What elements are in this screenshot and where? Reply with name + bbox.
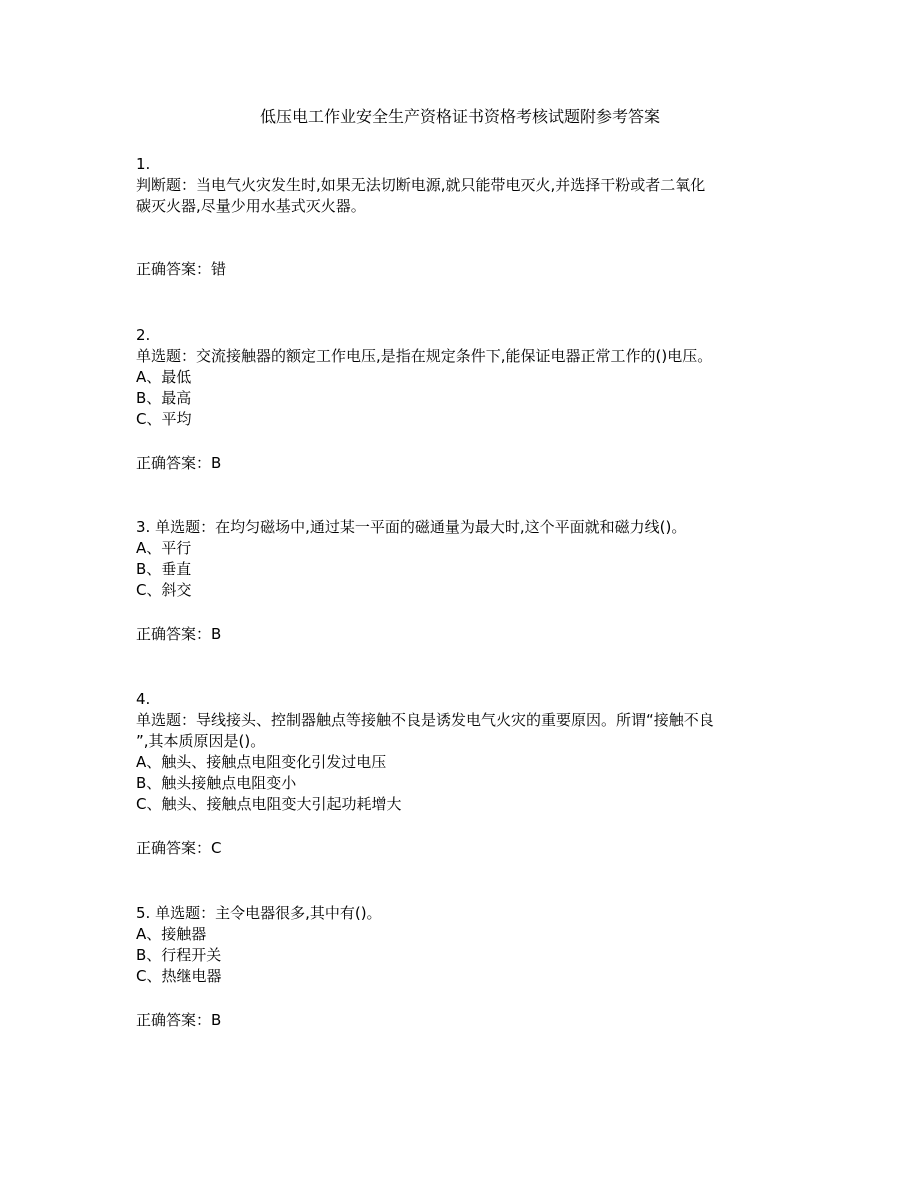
- question-4-text-line-2: ”,其本质原因是()。: [136, 732, 266, 750]
- question-5-answer: 正确答案：B: [136, 1011, 222, 1029]
- question-4-number: 4.: [136, 690, 151, 708]
- question-2-option-b: B、最高: [136, 389, 192, 407]
- question-5-option-b: B、行程开关: [136, 946, 222, 964]
- question-4-text-line-1: 单选题：导线接头、控制器触点等接触不良是诱发电气火灾的重要原因。所谓“接触不良: [136, 711, 714, 729]
- question-3-option-b: B、垂直: [136, 560, 192, 578]
- question-5-option-a: A、接触器: [136, 925, 207, 943]
- question-2-option-c: C、平均: [136, 410, 192, 428]
- question-5-option-c: C、热继电器: [136, 967, 222, 985]
- question-3-option-c: C、斜交: [136, 581, 192, 599]
- question-4-answer: 正确答案：C: [136, 839, 222, 857]
- question-4-option-c: C、触头、接触点电阻变大引起功耗增大: [136, 795, 402, 813]
- question-4-option-b: B、触头接触点电阻变小: [136, 774, 297, 792]
- question-1-answer: 正确答案：错: [136, 260, 227, 278]
- question-4-option-a: A、触头、接触点电阻变化引发过电压: [136, 753, 387, 771]
- document-title: 低压电工作业安全生产资格证书资格考核试题附参考答案: [259, 107, 660, 126]
- question-1-text-line-2: 碳灭火器,尽量少用水基式灭火器。: [136, 197, 366, 215]
- question-2-number: 2.: [136, 326, 151, 344]
- question-3-answer: 正确答案：B: [136, 625, 222, 643]
- question-3-option-a: A、平行: [136, 539, 192, 557]
- question-3-text-line-1: 3. 单选题：在均匀磁场中,通过某一平面的磁通量为最大时,这个平面就和磁力线()。: [136, 518, 687, 536]
- question-1-number: 1.: [136, 155, 151, 173]
- question-2-text-line-1: 单选题：交流接触器的额定工作电压,是指在规定条件下,能保证电器正常工作的()电压。: [136, 347, 713, 365]
- question-5-text-line-1: 5. 单选题：主令电器很多,其中有()。: [136, 904, 382, 922]
- question-2-answer: 正确答案：B: [136, 454, 222, 472]
- question-2-option-a: A、最低: [136, 368, 192, 386]
- question-1-text-line-1: 判断题：当电气火灾发生时,如果无法切断电源,就只能带电灭火,并选择干粉或者二氧化: [136, 176, 706, 194]
